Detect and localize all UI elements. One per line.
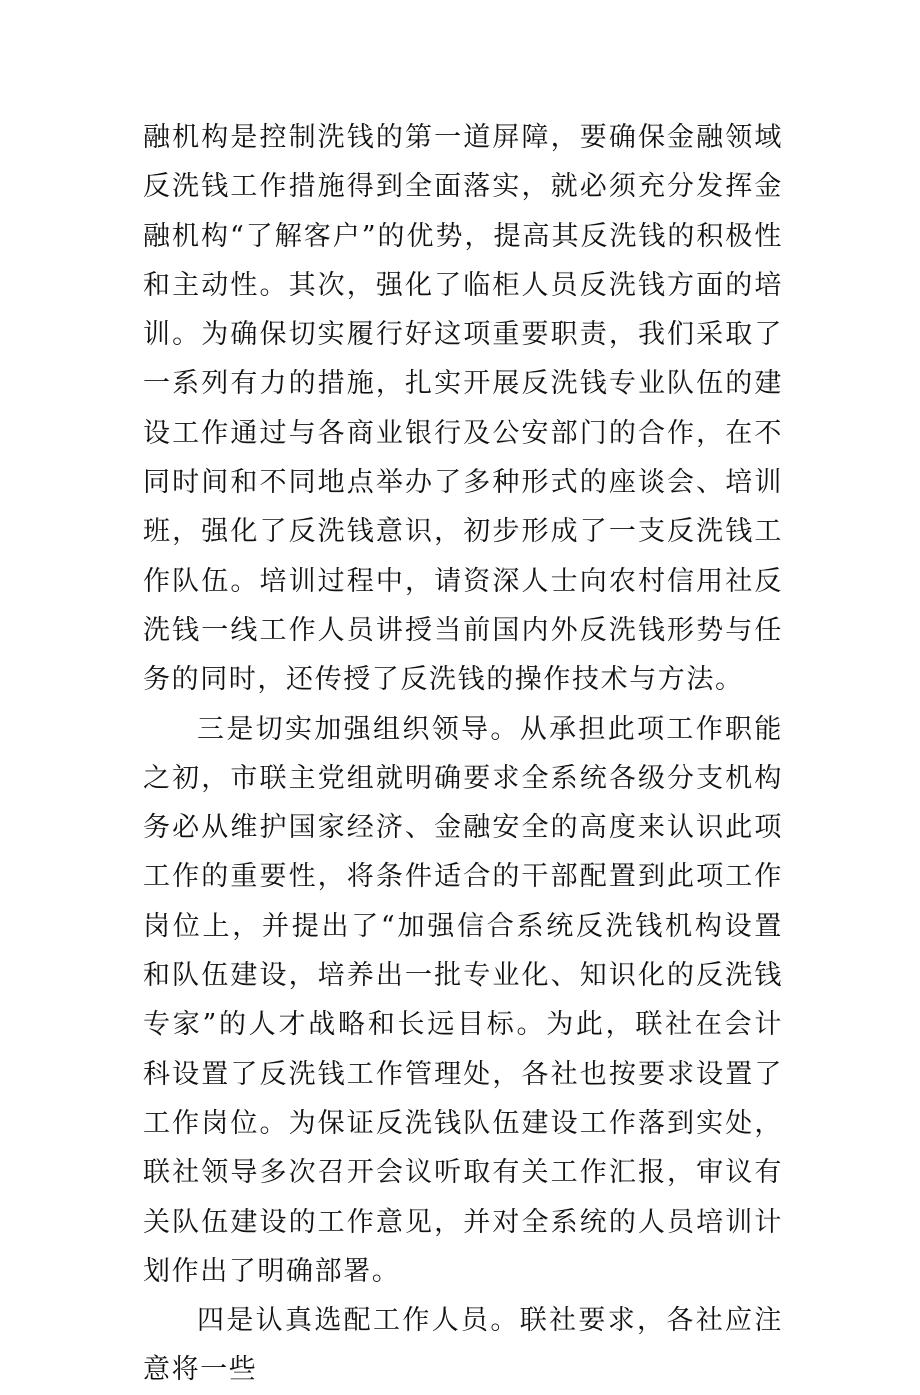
paragraph-organization-leadership: 三是切实加强组织领导。从承担此项工作职能之初，市联主党组就明确要求全系统各级分支机构务必从维护国家经济、金融安全的高度来认识此项工作的重要性，将条件适合的干部配置到此项工作岗位上，并提出了“加强信合系统反洗钱机构设置和队伍建设，培养出一批专业化、知识化的反洗钱专家”的人才战略和长远目标。为此，联社在会计科设置了反洗钱工作管理处，各社也按要求设置了工作岗位。为保证反洗钱队伍建设工作落到实处，联社领导多次召开会议听取有关工作汇报，审议有关队伍建设的工作意见，并对全系统的人员培训计划作出了明确部署。 [143,713,783,1287]
paragraph-continuation: 融机构是控制洗钱的第一道屏障，要确保金融领域反洗钱工作措施得到全面落实，就必须充分发挥金融机构“了解客户”的优势，提高其反洗钱的积极性和主动性。其次，强化了临柜人员反洗钱方面的培训。为确保切实履行好这项重要职责，我们采取了一系列有力的措施，扎实开展反洗钱专业队伍的建设工作通过与各商业银行及公安部门的合作，在不同时间和不同地点举办了多种形式的座谈会、培训班，强化了反洗钱意识，初步形成了一支反洗钱工作队伍。培训过程中，请资深人士向农村信用社反洗钱一线工作人员讲授当前国内外反洗钱形势与任务的同时，还传授了反洗钱的操作技术与方法。 [143,122,783,696]
paragraph-staff-selection: 四是认真选配工作人员。联社要求，各社应注意将一些 [143,1305,783,1386]
body-text [143,113,783,1395]
